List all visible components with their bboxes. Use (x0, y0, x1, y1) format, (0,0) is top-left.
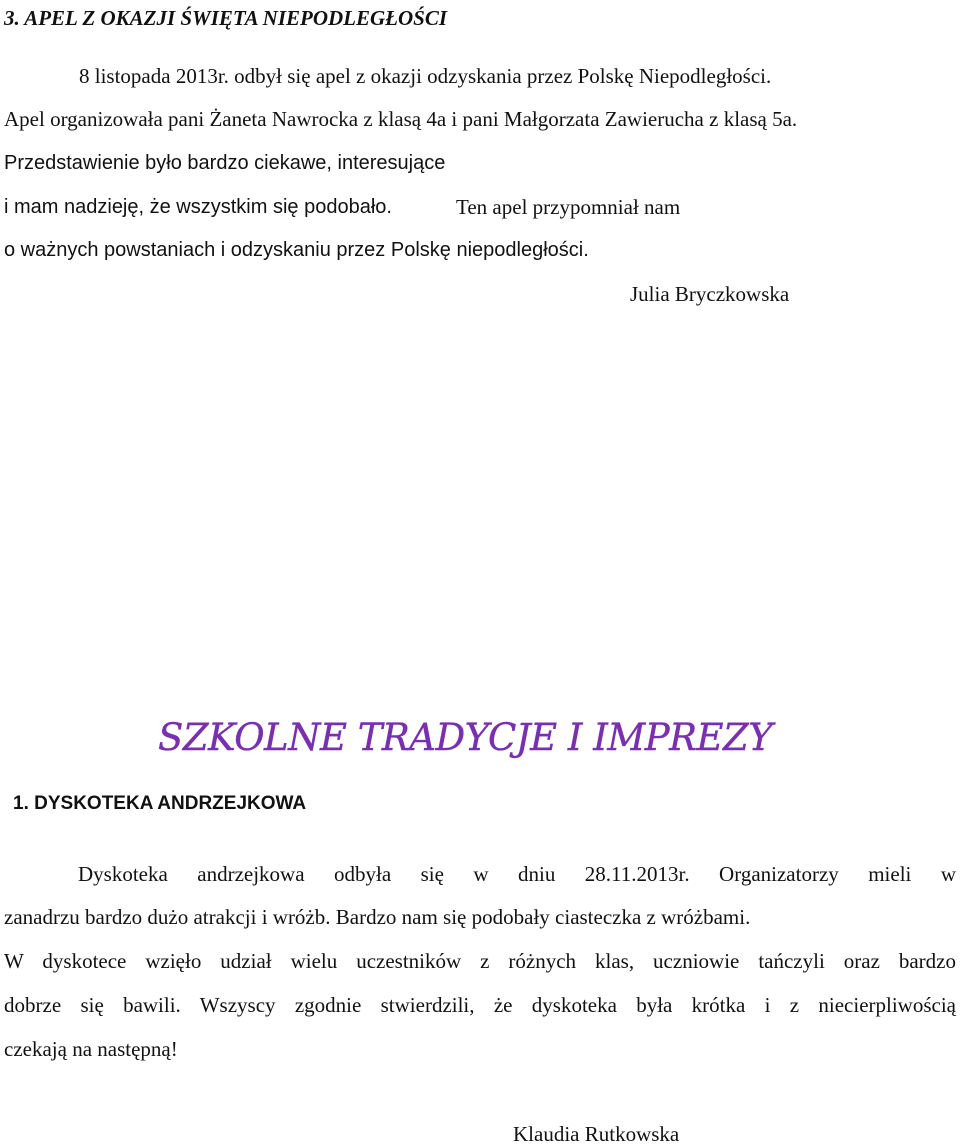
section-heading-apel: 3. APEL Z OKAZJI ŚWIĘTA NIEPODLEGŁOŚCI (4, 6, 448, 30)
paragraph-line: zanadrzu bardzo dużo atrakcji i wróżb. Bardzo nam się podobały ciasteczka z wróżbami. (4, 905, 751, 929)
paragraph-line: Apel organizowała pani Żaneta Nawrocka z klasą 4a i pani Małgorzata Zawierucha z klasą 5a. (4, 107, 798, 131)
paragraph-line: i mam nadzieję, że wszystkim się podobało. (4, 196, 392, 218)
paragraph-line: dobrze się bawili. Wszyscy zgodnie stwierdzili, że dyskoteka była krótka i z niecierpliwością (4, 993, 956, 1017)
section-banner-title: SZKOLNE TRADYCJE I IMPREZY (158, 716, 773, 759)
paragraph-line: W dyskotece wzięło udział wielu uczestników z różnych klas, uczniowie tańczyli oraz bardzo (4, 949, 956, 973)
paragraph-line: Dyskoteka andrzejkowa odbyła się w dniu 28.11.2013r. Organizatorzy mieli w (78, 862, 956, 886)
paragraph-line: 8 listopada 2013r. odbył się apel z okazji odzyskania przez Polskę Niepodległości. (79, 64, 772, 88)
author-signature: Klaudia Rutkowska (513, 1122, 680, 1146)
paragraph-line: Ten apel przypomniał nam (456, 195, 681, 219)
paragraph-line: czekają na następną! (4, 1037, 178, 1061)
section-heading-dyskoteka: 1. DYSKOTEKA ANDRZEJKOWA (13, 793, 307, 814)
paragraph-line: o ważnych powstaniach i odzyskaniu przez Polskę niepodległości. (4, 239, 589, 261)
author-signature: Julia Bryczkowska (630, 282, 790, 306)
paragraph-line: Przedstawienie było bardzo ciekawe, interesujące (4, 152, 446, 174)
